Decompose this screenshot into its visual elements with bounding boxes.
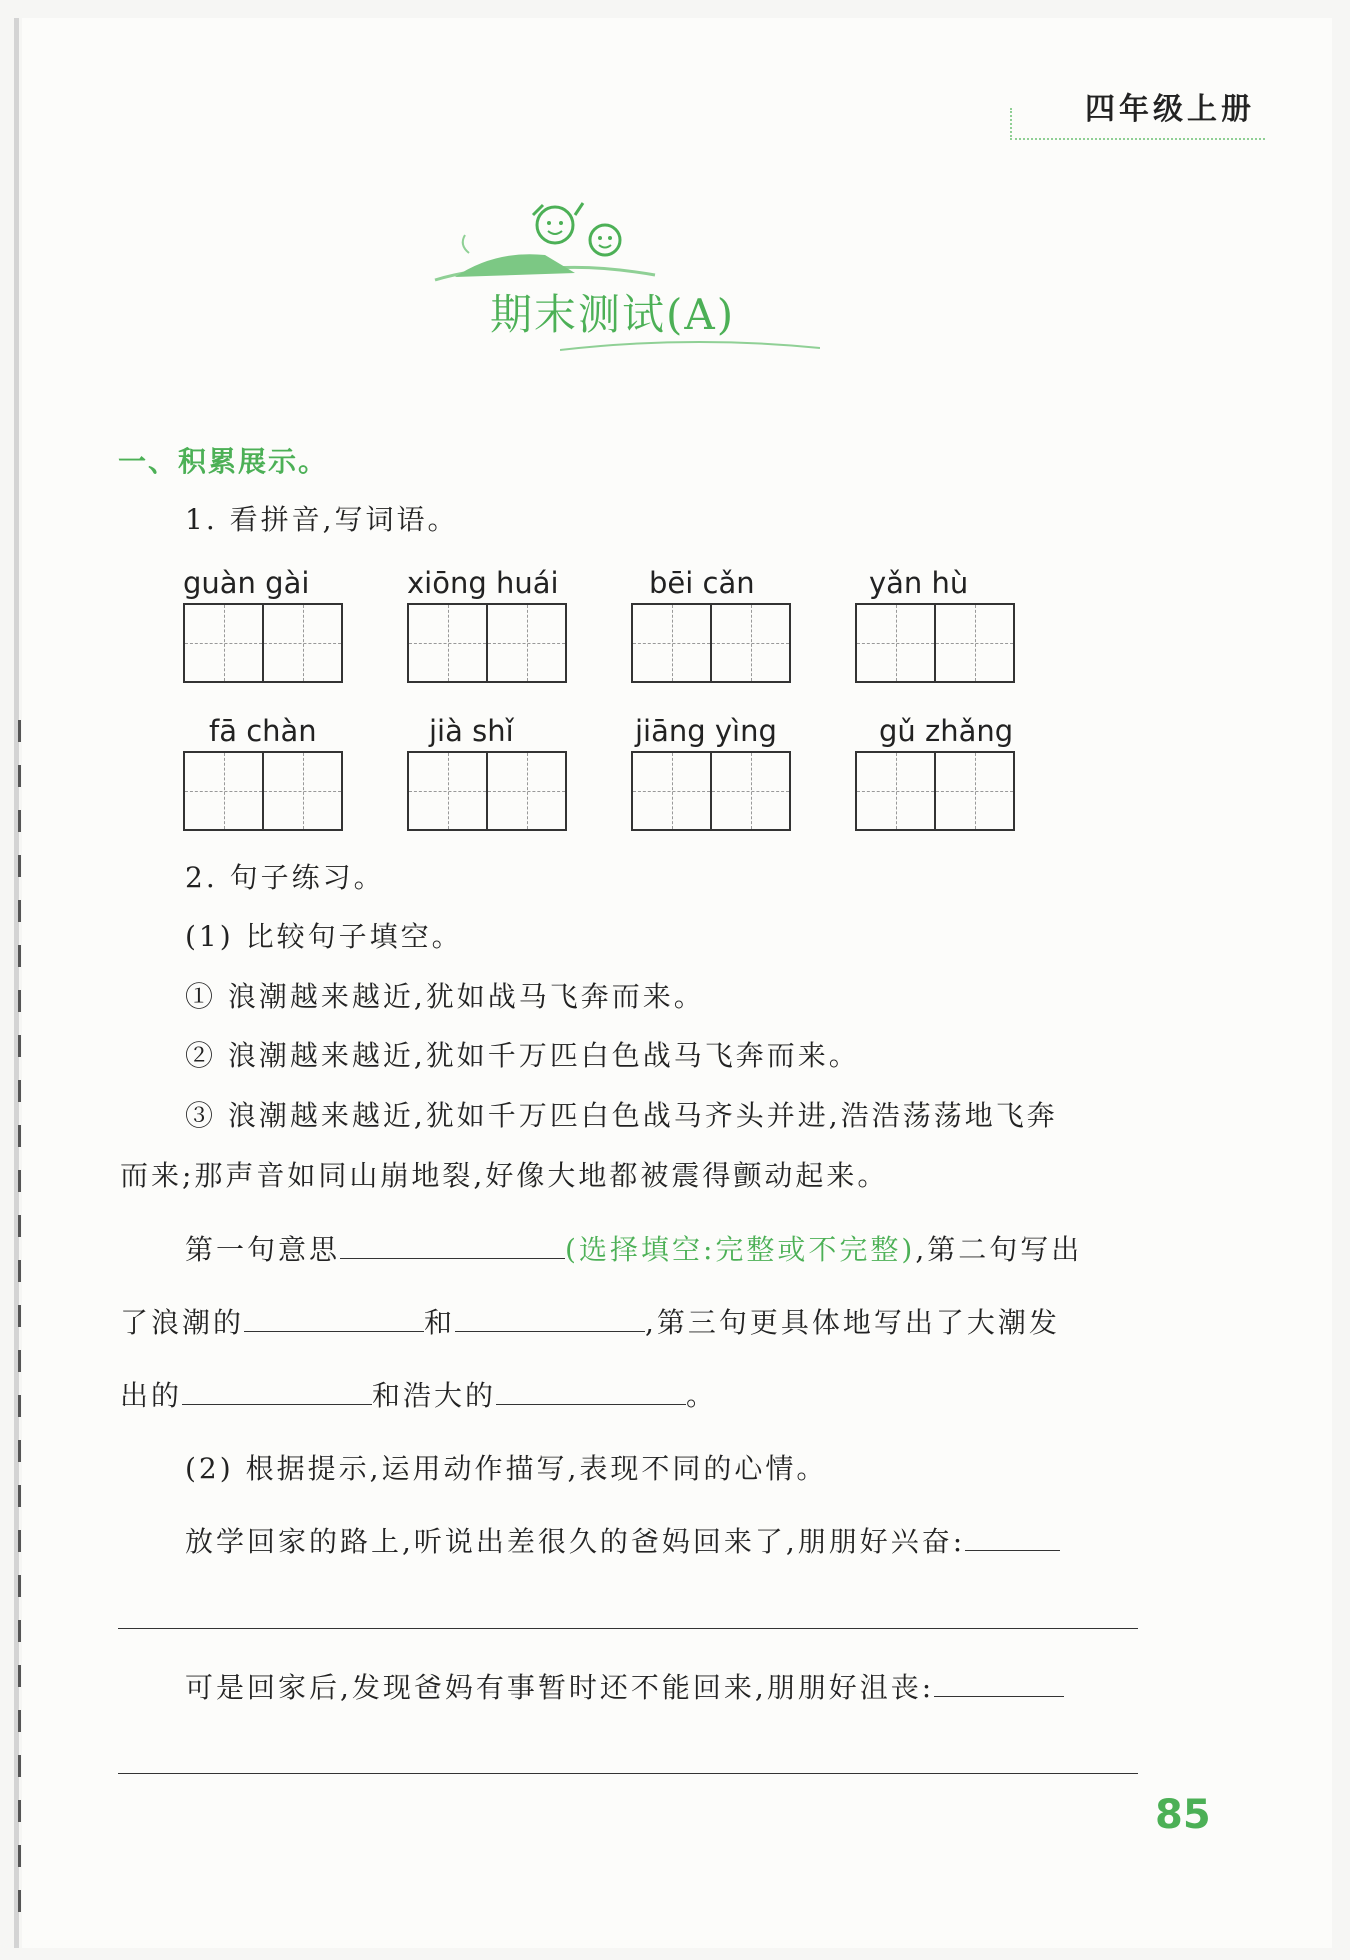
- writing-grid[interactable]: [183, 751, 343, 831]
- pinyin-item: [631, 563, 796, 683]
- pinyin-label: bēi cǎn: [649, 566, 755, 600]
- pinyin-item: [183, 711, 348, 831]
- sentence-3-line2: 而来;那声音如同山崩地裂,好像大地都被震得颤动起来。: [120, 1159, 889, 1192]
- fill-text: ,第二句写出: [915, 1233, 1083, 1266]
- sentence-1: ① 浪潮越来越近,犹如战马飞奔而来。: [185, 980, 705, 1013]
- happy-prompt-line: [185, 1520, 1060, 1560]
- pinyin-label: gǔ zhǎng: [879, 714, 1014, 748]
- writing-grid[interactable]: [183, 603, 343, 683]
- pinyin-label: xiōng huái: [407, 566, 559, 600]
- sentence-3-line1: ③ 浪潮越来越近,犹如千万匹白色战马齐头并进,浩浩荡荡地飞奔: [185, 1099, 1058, 1132]
- pinyin-item: [855, 711, 1020, 831]
- answer-line[interactable]: [118, 1773, 1138, 1774]
- fill-text: 。: [686, 1379, 718, 1412]
- q2-prompt: 2. 句子练习。: [185, 861, 385, 894]
- pinyin-label: fā chàn: [209, 714, 317, 748]
- sad-prompt-line: [185, 1666, 1064, 1706]
- q1-prompt: 1. 看拼音,写词语。: [185, 503, 459, 536]
- answer-blank[interactable]: [934, 1668, 1064, 1697]
- answer-blank[interactable]: [182, 1376, 372, 1405]
- answer-blank[interactable]: [340, 1230, 565, 1259]
- writing-grid[interactable]: [855, 751, 1015, 831]
- q2-1-prompt: (1) 比较句子填空。: [185, 920, 463, 953]
- sad-prompt: 可是回家后,发现爸妈有事暂时还不能回来,朋朋好沮丧:: [185, 1671, 935, 1704]
- fill-line-2: [120, 1301, 1060, 1341]
- answer-blank[interactable]: [496, 1376, 686, 1405]
- fill-text: 第一句意思: [185, 1233, 341, 1266]
- answer-blank[interactable]: [455, 1303, 645, 1332]
- answer-blank[interactable]: [965, 1522, 1060, 1551]
- pinyin-label: jiāng yìng: [635, 714, 777, 748]
- answer-line[interactable]: [118, 1628, 1138, 1629]
- pinyin-item: [855, 563, 1020, 683]
- fill-text: 了浪潮的: [120, 1306, 245, 1339]
- writing-grid[interactable]: [631, 603, 791, 683]
- writing-grid[interactable]: [631, 751, 791, 831]
- answer-blank[interactable]: [244, 1303, 424, 1332]
- page-title: 期末测试(A): [490, 290, 736, 339]
- writing-grid[interactable]: [407, 751, 567, 831]
- q2-2-prompt: (2) 根据提示,运用动作描写,表现不同的心情。: [185, 1452, 828, 1485]
- page-number: 85: [1155, 1792, 1211, 1838]
- fill-text: 和: [424, 1306, 456, 1339]
- fill-text: ,第三句更具体地写出了大潮发: [645, 1306, 1060, 1339]
- pinyin-label: jià shǐ: [429, 714, 514, 748]
- kids-illustration: [425, 195, 665, 295]
- section-heading: 一、积累展示。: [118, 445, 329, 478]
- fill-text: 和浩大的: [372, 1379, 497, 1412]
- fill-line-1: [185, 1228, 1082, 1268]
- fill-hint: (选择填空:完整或不完整): [565, 1233, 916, 1266]
- pinyin-label: yǎn hù: [869, 566, 969, 600]
- pinyin-item: [407, 711, 572, 831]
- writing-grid[interactable]: [407, 603, 567, 683]
- sentence-2: ② 浪潮越来越近,犹如千万匹白色战马飞奔而来。: [185, 1039, 860, 1072]
- happy-prompt: 放学回家的路上,听说出差很久的爸妈回来了,朋朋好兴奋:: [185, 1525, 966, 1558]
- fill-line-3: [120, 1374, 717, 1414]
- binding-edge: [14, 18, 32, 1948]
- pinyin-item: [631, 711, 796, 831]
- pinyin-label: guàn gài: [183, 566, 310, 600]
- pinyin-item: [407, 563, 572, 683]
- title-swoosh: [560, 330, 820, 360]
- writing-grid[interactable]: [855, 603, 1015, 683]
- pinyin-item: [183, 563, 348, 683]
- grade-label: 四年级上册: [1010, 90, 1265, 140]
- fill-text: 出的: [120, 1379, 183, 1412]
